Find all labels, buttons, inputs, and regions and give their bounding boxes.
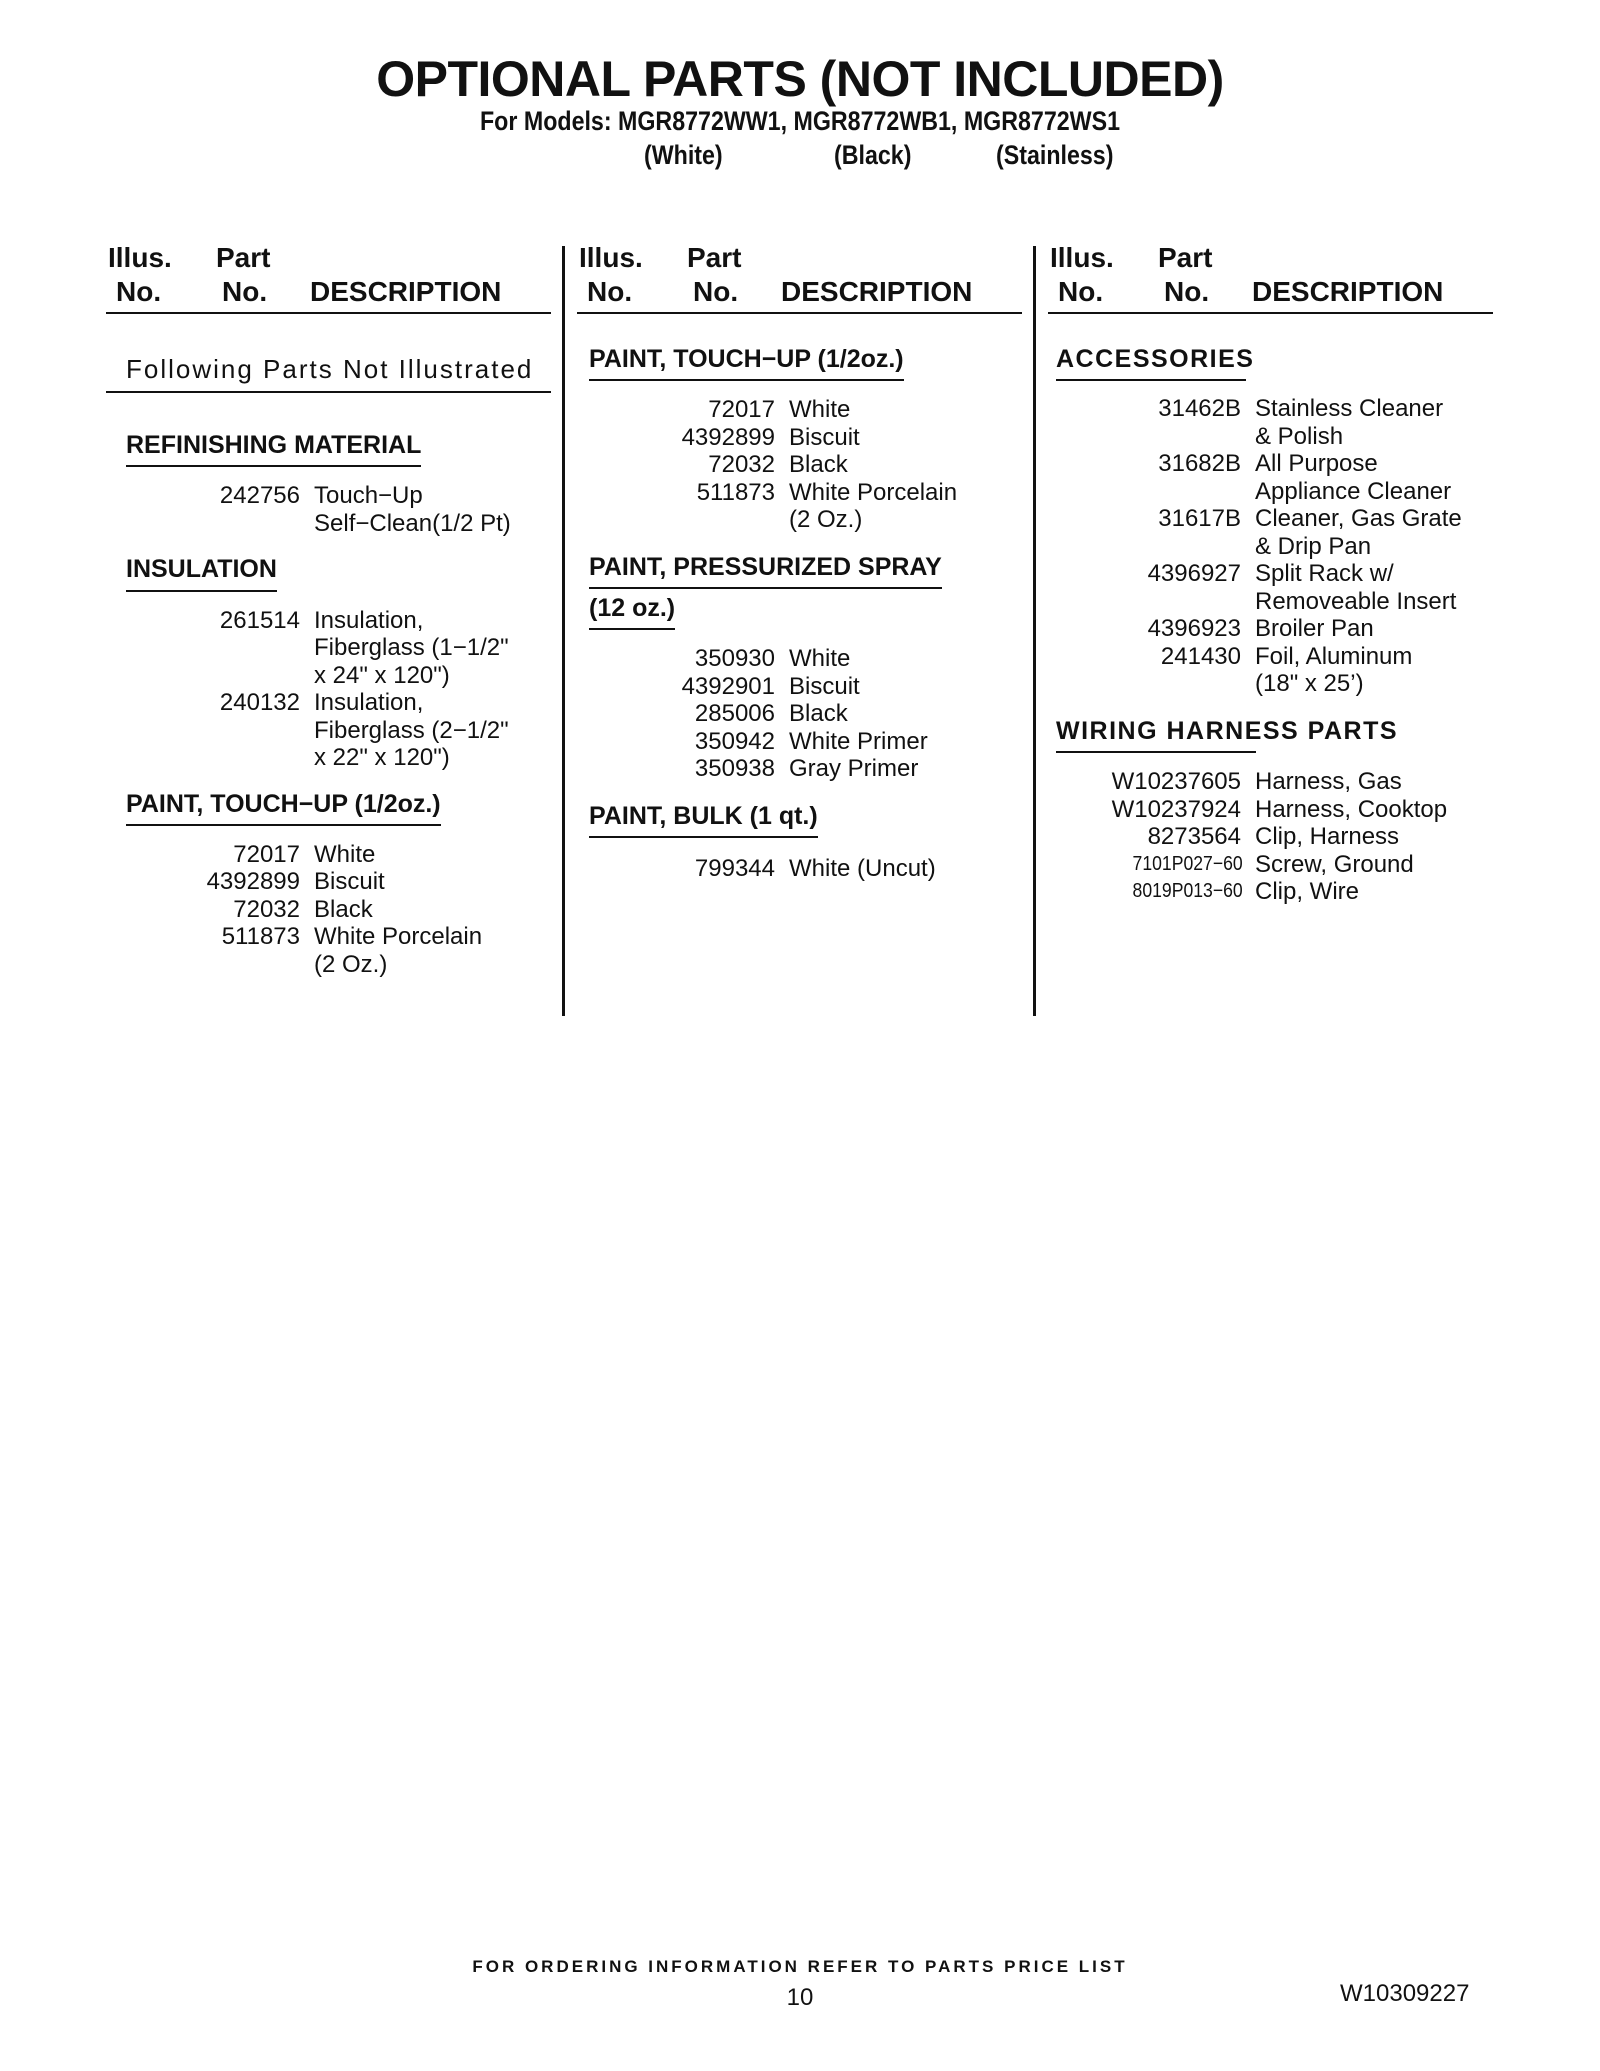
part-description: White (Uncut) [789, 855, 936, 882]
illus-label: Illus. [579, 242, 643, 273]
part-description: White [314, 840, 376, 868]
part-number: 511873 [696, 478, 775, 506]
list-item [589, 673, 1022, 701]
part-number: 4396923 [1147, 615, 1241, 643]
model-list: For Models: MGR8772WW1, MGR8772WB1, MGR8772WS1 [479, 106, 1120, 136]
list-item [1056, 588, 1493, 616]
column-header [106, 240, 551, 314]
part-number: 4392901 [681, 672, 775, 700]
list-item [589, 424, 1022, 452]
part-description: x 24" x 120") [314, 661, 450, 689]
part-description: Fiberglass (1−1/2" [314, 634, 509, 661]
part-description: Removeable Insert [1255, 587, 1457, 615]
part-description: Insulation, [314, 606, 424, 634]
list-item [1056, 643, 1493, 671]
list-item [1056, 768, 1493, 796]
list-item [126, 510, 551, 538]
part-description: & Polish [1255, 422, 1344, 450]
part-description: White Porcelain [314, 923, 483, 951]
part-description: Broiler Pan [1255, 615, 1374, 643]
description-label: DESCRIPTION [310, 276, 502, 307]
part-label: Part [216, 242, 271, 273]
part-description: Black [314, 895, 373, 923]
section-title-continued: (12 oz.) [589, 593, 675, 630]
part-label: Part [1158, 242, 1213, 273]
part-description: Split Rack w/ [1255, 560, 1394, 588]
list-item [1056, 878, 1493, 906]
part-description: Foil, Aluminum [1255, 642, 1413, 670]
part-number: 72032 [233, 895, 300, 923]
part-number: 799344 [694, 855, 775, 882]
part-description: Biscuit [789, 423, 860, 451]
part-description: (18" x 25’) [1255, 670, 1364, 698]
part-number [1056, 533, 1255, 561]
list-item [589, 506, 1022, 534]
list-item [589, 396, 1022, 424]
part-description: Biscuit [314, 868, 385, 896]
section-title: INSULATION [126, 554, 277, 591]
list-item [1056, 823, 1493, 851]
list-item [126, 607, 551, 635]
list-item [1056, 560, 1493, 588]
part-description: White Primer [789, 727, 928, 755]
part-description: Clip, Harness [1255, 823, 1400, 850]
list-item [1056, 615, 1493, 643]
section-wiring-harness [1048, 716, 1493, 906]
part-number [126, 662, 314, 690]
part-no-label: No. [693, 276, 739, 307]
column-header [1048, 240, 1493, 314]
part-number: 72017 [708, 396, 775, 424]
illus-no-label: No. [587, 276, 633, 307]
section-accessories [1048, 344, 1493, 698]
part-number: 241430 [1160, 642, 1241, 670]
part-number: 511873 [221, 923, 300, 951]
part-number: W10237924 [1111, 795, 1241, 823]
part-description: Appliance Cleaner [1255, 477, 1452, 505]
part-description: White [789, 645, 851, 673]
section-paint-bulk [577, 801, 1022, 883]
variant-white: (White) [644, 140, 723, 170]
part-number: 242756 [219, 482, 300, 510]
part-description: Fiberglass (2−1/2" [314, 716, 509, 744]
part-number [1056, 588, 1255, 616]
part-number [1056, 478, 1255, 506]
part-number: 72032 [708, 451, 775, 479]
list-item [589, 728, 1022, 756]
part-no-label: No. [222, 276, 268, 307]
parts-column-1 [106, 240, 551, 978]
part-number: 350938 [694, 755, 775, 783]
list-item [589, 451, 1022, 479]
list-item [126, 689, 551, 717]
list-item [126, 951, 551, 979]
illus-no-label: No. [1058, 276, 1104, 307]
part-description: (2 Oz.) [789, 506, 863, 534]
part-description: Black [789, 451, 848, 479]
part-description: x 22" x 120") [314, 744, 450, 771]
list-item [589, 645, 1022, 673]
document-number: W10309227 [1340, 1980, 1470, 2007]
part-number: 8273564 [1147, 823, 1241, 850]
part-number: W10237605 [1111, 768, 1241, 795]
part-description: White Porcelain [789, 478, 958, 506]
column-divider [562, 246, 565, 1016]
page-title: OPTIONAL PARTS (NOT INCLUDED) [376, 51, 1224, 107]
column-divider [1033, 246, 1036, 1016]
part-number: 31617B [1158, 505, 1241, 533]
part-number [126, 744, 314, 772]
list-item [1056, 796, 1493, 824]
list-item [589, 479, 1022, 507]
section-title: PAINT, PRESSURIZED SPRAY [589, 552, 942, 589]
part-description: Stainless Cleaner [1255, 395, 1444, 423]
section-title: ACCESSORIES [1056, 344, 1246, 381]
not-illustrated-note: Following Parts Not Illustrated [106, 354, 551, 393]
part-no-label: No. [1164, 276, 1210, 307]
part-number: 7101P027−60 [1132, 852, 1243, 875]
part-description: Clip, Wire [1255, 878, 1360, 905]
list-item [1056, 533, 1493, 561]
list-item [589, 700, 1022, 728]
section-refinishing [106, 430, 551, 537]
section-title: PAINT, TOUCH−UP (1/2oz.) [126, 789, 441, 826]
illus-label: Illus. [1050, 242, 1114, 273]
section-paint-touch-up [106, 789, 551, 979]
parts-column-2 [577, 240, 1022, 883]
part-number: 285006 [694, 700, 775, 728]
list-item [1056, 450, 1493, 478]
list-item [126, 662, 551, 690]
part-number: 350930 [694, 645, 775, 673]
part-number [1056, 423, 1255, 451]
illus-label: Illus. [108, 242, 172, 273]
list-item [589, 855, 1022, 883]
list-item [1056, 505, 1493, 533]
section-title: PAINT, BULK (1 qt.) [589, 801, 818, 838]
part-number [589, 506, 789, 534]
part-number [126, 951, 314, 979]
list-item [1056, 395, 1493, 423]
part-number: 72017 [233, 840, 300, 868]
part-description: Harness, Gas [1255, 768, 1402, 795]
part-description: Black [789, 700, 848, 728]
part-number: 4392899 [206, 868, 300, 896]
part-description: Gray Primer [789, 755, 919, 783]
list-item [126, 841, 551, 869]
part-number [126, 510, 314, 538]
list-item [126, 868, 551, 896]
part-description: Insulation, [314, 689, 424, 716]
part-description: (2 Oz.) [314, 950, 388, 978]
list-item [126, 744, 551, 772]
section-title: REFINISHING MATERIAL [126, 430, 421, 467]
list-item [126, 482, 551, 510]
description-label: DESCRIPTION [1252, 276, 1444, 307]
list-item [126, 717, 551, 745]
part-number: 4392899 [681, 423, 775, 451]
part-number: 8019P013−60 [1132, 880, 1243, 902]
variant-stainless: (Stainless) [996, 140, 1114, 170]
part-description: White [789, 396, 851, 424]
model-variants [644, 140, 1164, 176]
part-number: 350942 [694, 727, 775, 755]
illus-no-label: No. [116, 276, 162, 307]
list-item [126, 634, 551, 662]
part-description: Screw, Ground [1255, 850, 1414, 878]
part-description: Harness, Cooktop [1255, 795, 1448, 823]
variant-black: (Black) [834, 140, 912, 170]
part-description: & Drip Pan [1255, 532, 1372, 560]
parts-column-3 [1048, 240, 1493, 906]
part-number [126, 634, 314, 662]
part-description: Touch−Up [314, 482, 423, 510]
section-title: PAINT, TOUCH−UP (1/2oz.) [589, 344, 904, 381]
list-item [589, 755, 1022, 783]
part-label: Part [687, 242, 742, 273]
part-number [1056, 670, 1255, 698]
part-number: 31682B [1158, 450, 1241, 478]
part-description: Biscuit [789, 672, 860, 700]
list-item [1056, 423, 1493, 451]
column-header [577, 240, 1022, 314]
section-paint-pressurized-spray [577, 552, 1022, 783]
part-number: 240132 [219, 689, 300, 716]
part-number [126, 717, 314, 745]
part-description: All Purpose [1255, 450, 1378, 478]
part-description: Self−Clean(1/2 Pt) [314, 509, 511, 537]
part-number: 4396927 [1147, 560, 1241, 588]
part-number: 31462B [1158, 395, 1241, 423]
part-description: Cleaner, Gas Grate [1255, 505, 1462, 533]
section-title: WIRING HARNESS PARTS [1056, 716, 1256, 753]
list-item [1056, 478, 1493, 506]
list-item [1056, 670, 1493, 698]
list-item [1056, 851, 1493, 879]
section-insulation [106, 554, 551, 771]
description-label: DESCRIPTION [781, 276, 973, 307]
page-number: 10 [786, 1984, 814, 2011]
list-item [126, 896, 551, 924]
part-number: 261514 [219, 606, 300, 634]
section-paint-touch-up [577, 344, 1022, 534]
ordering-info-note: FOR ORDERING INFORMATION REFER TO PARTS PRICE LIST [472, 1957, 1128, 1976]
list-item [126, 923, 551, 951]
